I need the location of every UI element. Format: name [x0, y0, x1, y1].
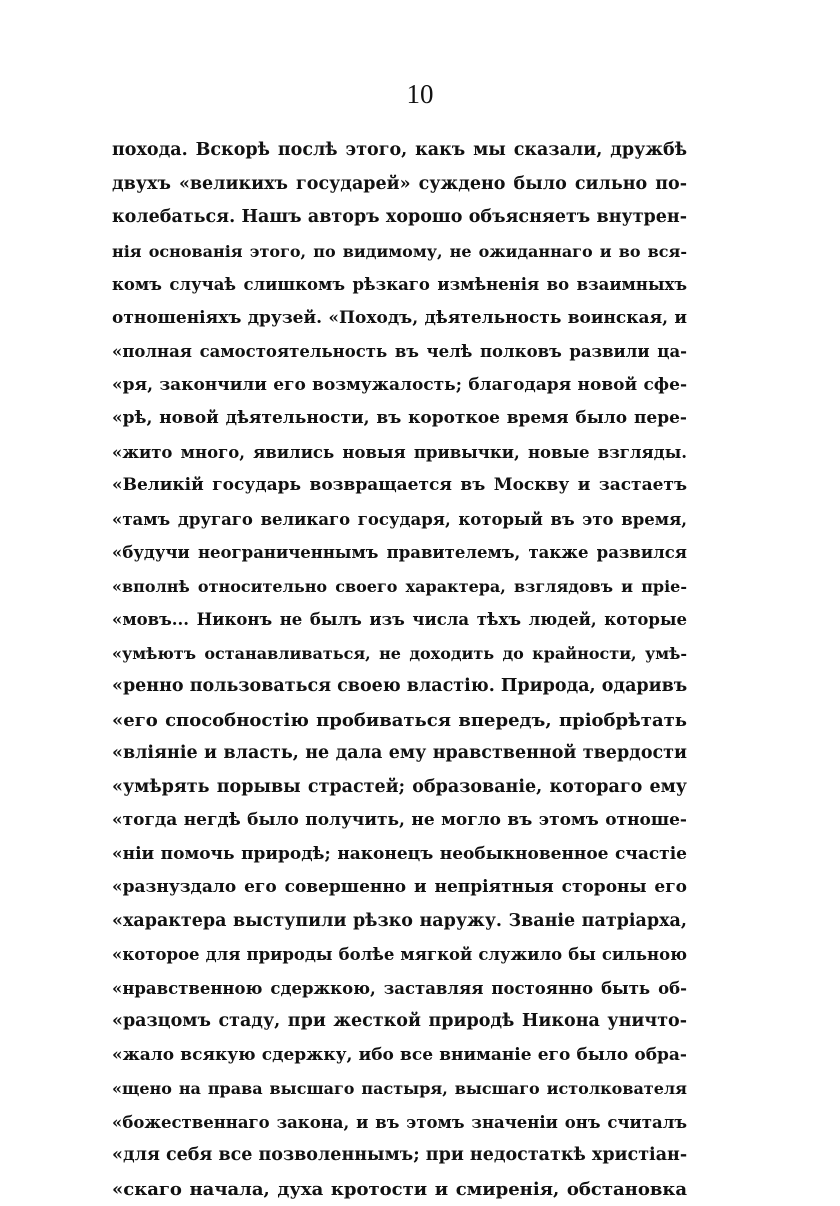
text-line: «разцомъ стаду, при жесткой природѣ Никона уничто-: [112, 1005, 687, 1039]
text-line: «вполнѣ относительно своего характера, взглядовъ и пріе-: [112, 570, 687, 604]
text-line: «жито много, явились новыя привычки, новые взгляды.: [112, 436, 687, 470]
text-line: нія основанія этого, по видимому, не ожиданнаго и во вся-: [112, 235, 687, 269]
text-line: «тогда негдѣ было получить, не могло въ этомъ отноше-: [112, 804, 687, 838]
text-line: «нравственною сдержкою, заставляя постоянно быть об-: [112, 972, 687, 1006]
text-line: двухъ «великихъ государей» суждено было сильно по-: [112, 168, 687, 202]
text-line: «умѣютъ останавливаться, не доходить до крайности, умѣ-: [112, 637, 687, 671]
text-line: «рѣ, новой дѣятельности, въ короткое время было пере-: [112, 402, 687, 436]
text-line: «которое для природы болѣе мягкой служило бы сильною: [112, 938, 687, 972]
text-line: «его способностію пробиваться впередъ, пріобрѣтать: [112, 704, 687, 738]
text-line: «ренно пользоваться своею властію. Природа, одаривъ: [112, 670, 687, 704]
text-line: «жало всякую сдержку, ибо все вниманіе его было обра-: [112, 1039, 687, 1073]
text-line: «щено на права высшаго пастыря, высшаго истолкователя: [112, 1072, 687, 1106]
text-line: «вліяніе и власть, не дала ему нравственной твердости: [112, 737, 687, 771]
text-line: «скаго начала, духа кротости и смиренія, обстановка: [112, 1173, 687, 1206]
text-line: «божественнаго закона, и въ этомъ значеніи онъ считалъ: [112, 1106, 687, 1140]
text-line: «характера выступили рѣзко наружу. Званіе патріарха,: [112, 905, 687, 939]
text-line: «ніи помочь природѣ; наконецъ необыкновенное счастіе: [112, 838, 687, 872]
text-line: «полная самостоятельность въ челѣ полковъ развили ца-: [112, 335, 687, 369]
text-line: похода. Вскорѣ послѣ этого, какъ мы сказали, дружбѣ: [112, 134, 687, 168]
page-number: 10: [0, 78, 840, 110]
text-line: «ря, закончили его возмужалость; благодаря новой сфе-: [112, 369, 687, 403]
text-line: «для себя все позволеннымъ; при недостаткѣ христіан-: [112, 1139, 687, 1173]
text-line: «Великій государь возвращается въ Москву и застаетъ: [112, 469, 687, 503]
text-line: колебаться. Нашъ авторъ хорошо объясняетъ внутрен-: [112, 201, 687, 235]
text-line: «мовъ... Никонъ не былъ изъ числа тѣхъ людей, которые: [112, 603, 687, 637]
text-line: «разнуздало его совершенно и непріятныя стороны его: [112, 871, 687, 905]
text-line: «умѣрять порывы страстей; образованіе, котораго ему: [112, 771, 687, 805]
text-line: комъ случаѣ слишкомъ рѣзкаго измѣненія во взаимныхъ: [112, 268, 687, 302]
body-text: [112, 134, 687, 1206]
text-line: «тамъ другаго великаго государя, который въ это время,: [112, 503, 687, 537]
text-line: отношеніяхъ друзей. «Походъ, дѣятельность воинская, и: [112, 302, 687, 336]
text-line: «будучи неограниченнымъ правителемъ, также развился: [112, 536, 687, 570]
